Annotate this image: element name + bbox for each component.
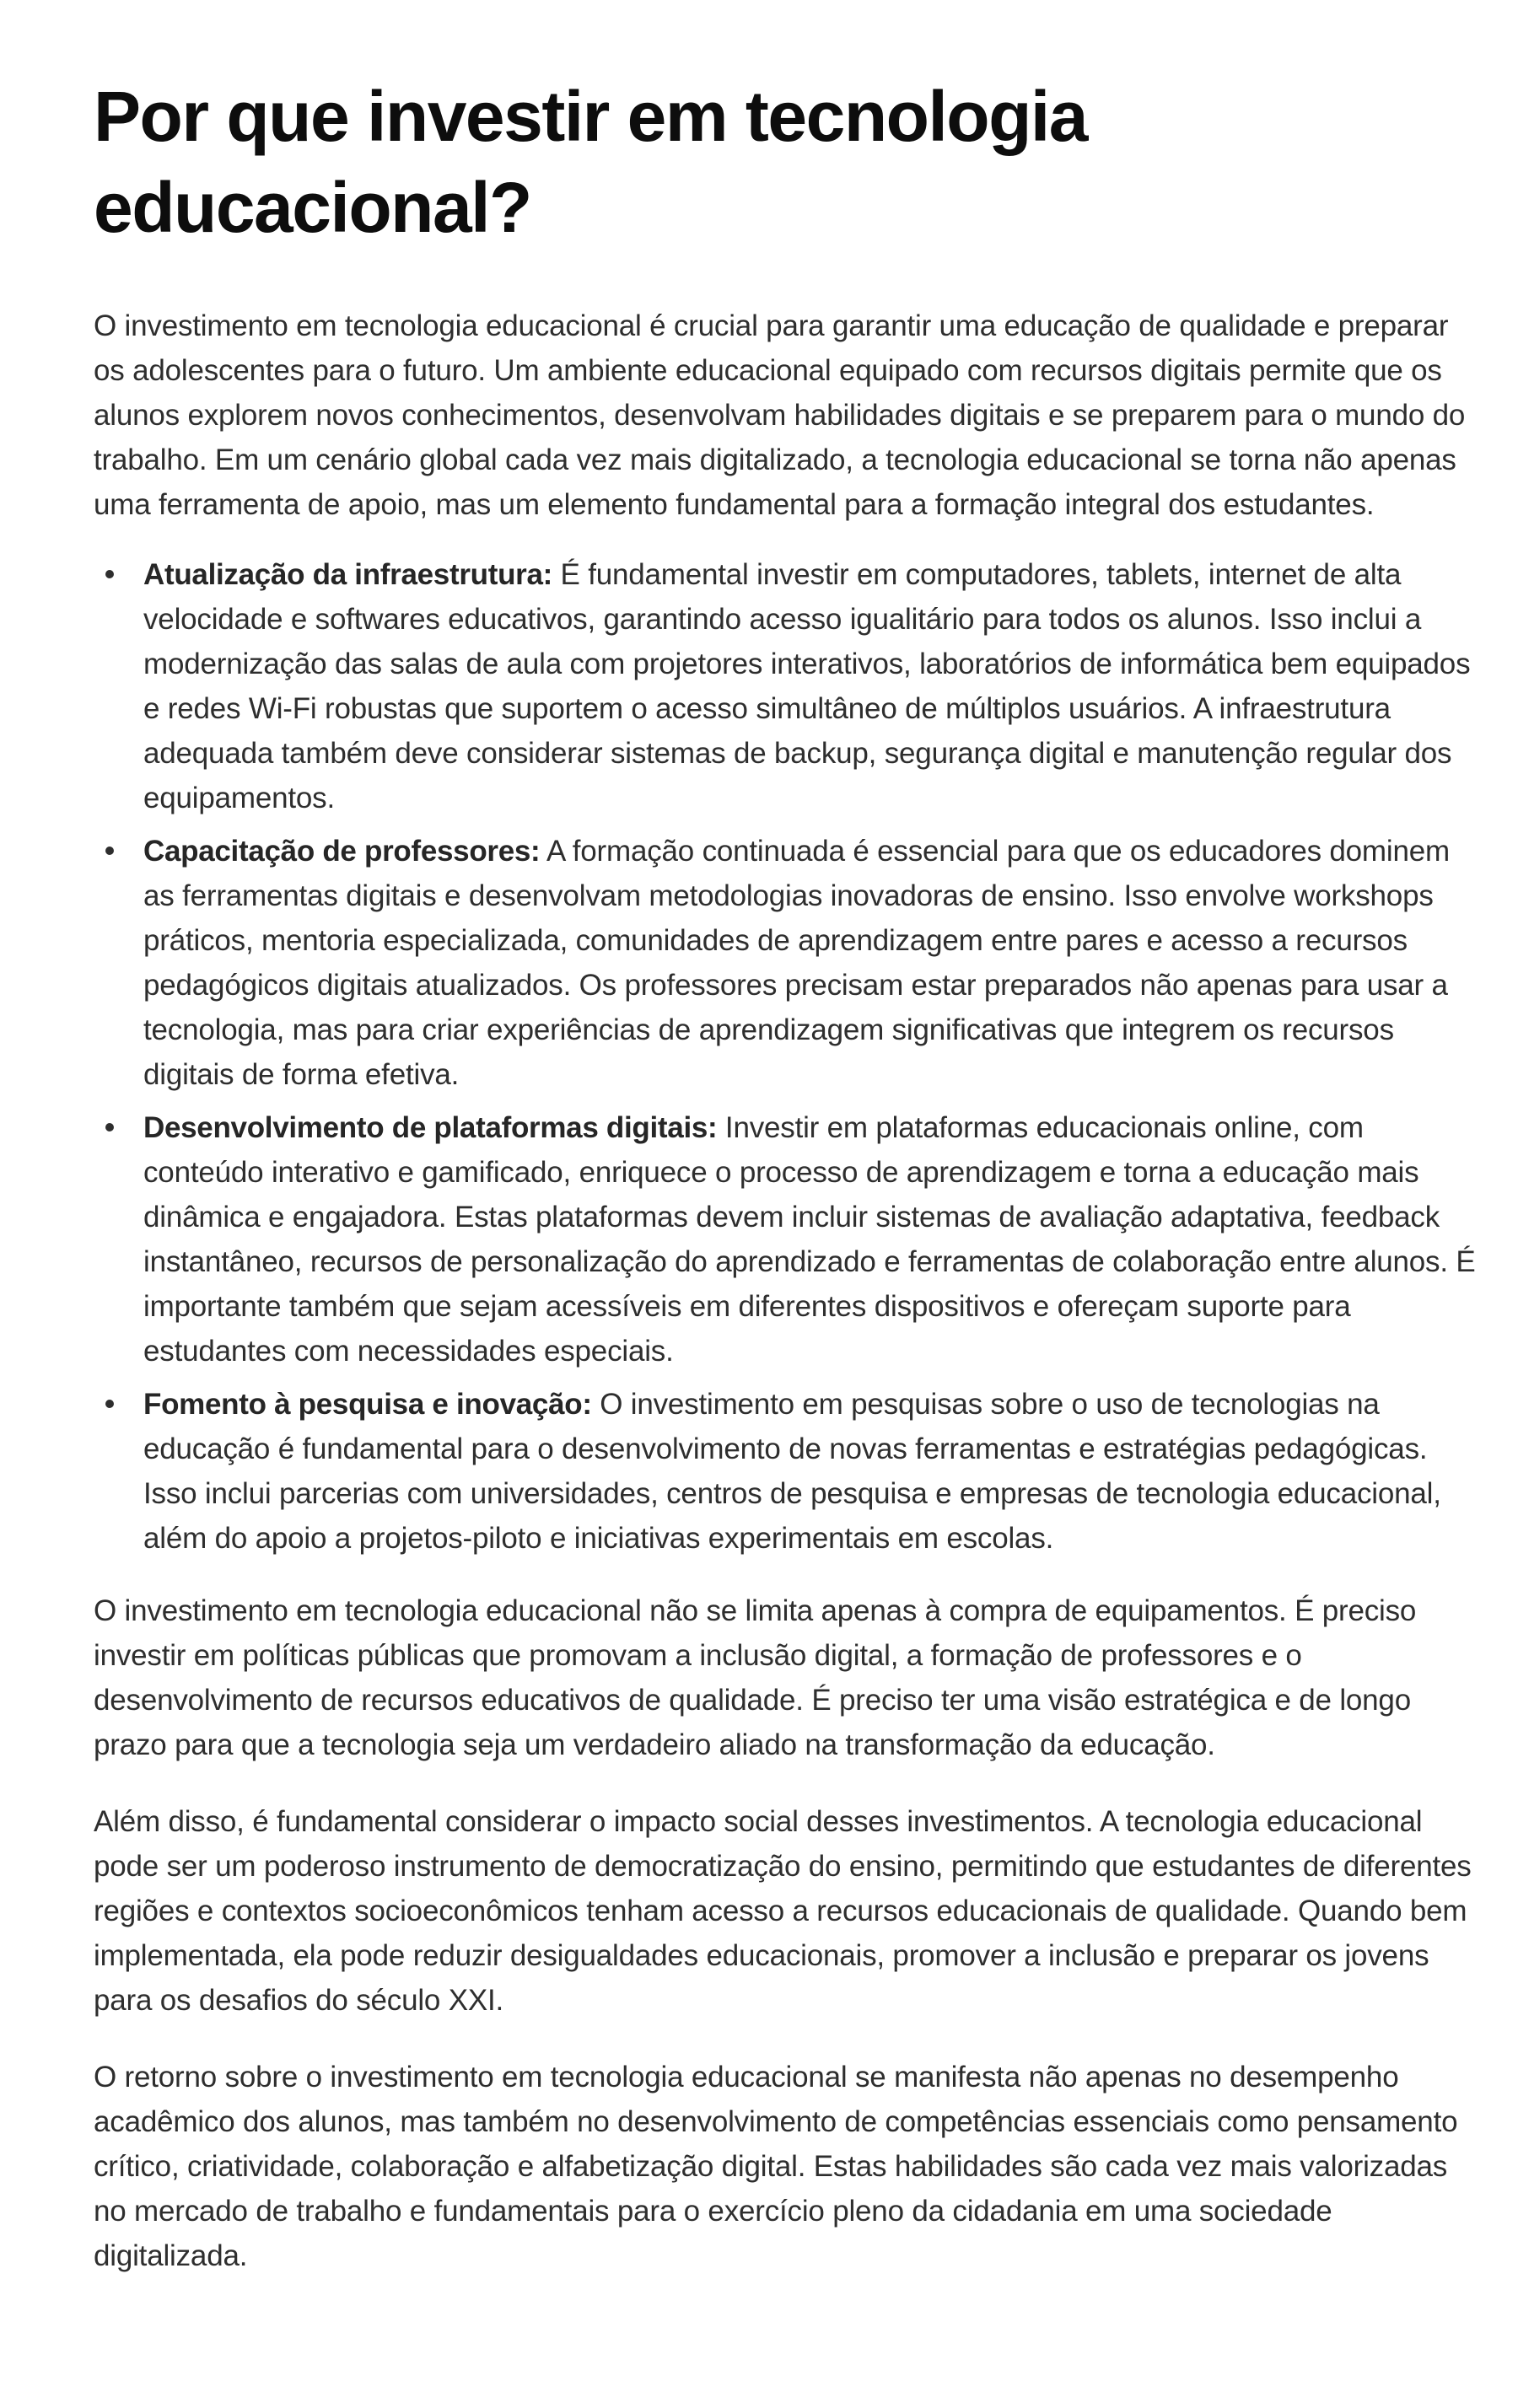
list-item-text: Investir em plataformas educacionais online, com conteúdo interativo e gamificado, enriquece o processo de aprendizagem e torna a educação mais dinâmica e engajadora. Estas plataformas devem incluir sistemas de avaliação adaptativa, feedback instantâneo, recursos de personalização do aprendizado e ferramentas de colaboração entre alunos. É importante também que sejam acessíveis em diferentes dispositivos e ofereçam suporte para estudantes com necessidades especiais.: [143, 1111, 1476, 1368]
investment-bullet-list: [94, 552, 1477, 1561]
list-item-plataformas: [94, 1105, 1477, 1373]
paragraph-politicas: O investimento em tecnologia educacional não se limita apenas à compra de equipamentos. É preciso investir em políticas públicas que promovam a inclusão digital, a formação de professores e o desenvolvimento de recursos educativos de qualidade. É preciso ter uma visão estratégica e de longo prazo para que a tecnologia seja um verdadeiro aliado na transformação da educação.: [94, 1594, 1417, 1761]
page-title: Por que investir em tecnologia educacional?: [94, 77, 1087, 247]
bullet-icon: [105, 847, 114, 855]
list-item-infraestrutura: [94, 552, 1477, 820]
bullet-icon: [105, 570, 114, 578]
list-item-text: É fundamental investir em computadores, tablets, internet de alta velocidade e softwares educativos, garantindo acesso igualitário para todos os alunos. Isso inclui a modernização das salas de aula com projetores interativos, laboratórios de informática bem equipados e redes Wi-Fi robustas que suportem o acesso simultâneo de múltiplos usuários. A infraestrutura adequada também deve considerar sistemas de backup, segurança digital e manutenção regular dos equipamentos.: [143, 558, 1471, 814]
paragraph-retorno: O retorno sobre o investimento em tecnologia educacional se manifesta não apenas no desempenho acadêmico dos alunos, mas também no desenvolvimento de competências essenciais como pensamento crítico, criatividade, colaboração e alfabetização digital. Estas habilidades são cada vez mais valorizadas no mercado de trabalho e fundamentais para o exercício pleno da cidadania em uma sociedade digitalizada.: [94, 2061, 1458, 2272]
bullet-icon: [105, 1123, 114, 1131]
bullet-icon: [105, 1400, 114, 1408]
paragraph-impacto-social: Além disso, é fundamental considerar o impacto social desses investimentos. A tecnologia educacional pode ser um poderoso instrumento de democratização do ensino, permitindo que estudantes de diferentes regiões e contextos socioeconômicos tenham acesso a recursos educacionais de qualidade. Quando bem implementada, ela pode reduzir desigualdades educacionais, promover a inclusão e preparar os jovens para os desafios do século XXI.: [94, 1805, 1472, 2017]
list-item-text: A formação continuada é essencial para que os educadores dominem as ferramentas digitais e desenvolvam metodologias inovadoras de ensino. Isso envolve workshops práticos, mentoria especializada, comunidades de aprendizagem entre pares e acesso a recursos pedagógicos digitais atualizados. Os professores precisam estar preparados não apenas para usar a tecnologia, mas para criar experiências de aprendizagem significativas que integrem os recursos digitais de forma efetiva.: [143, 835, 1450, 1091]
intro-paragraph: O investimento em tecnologia educacional é crucial para garantir uma educação de qualidade e preparar os adolescentes para o futuro. Um ambiente educacional equipado com recursos digitais permite que os alunos explorem novos conhecimentos, desenvolvam habilidades digitais e se preparem para o mundo do trabalho. Em um cenário global cada vez mais digitalizado, a tecnologia educacional se torna não apenas uma ferramenta de apoio, mas um elemento fundamental para a formação integral dos estudantes.: [94, 309, 1466, 521]
list-item-label: Desenvolvimento de plataformas digitais:: [143, 1111, 718, 1144]
list-item-text: O investimento em pesquisas sobre o uso de tecnologias na educação é fundamental para o desenvolvimento de novas ferramentas e estratégias pedagógicas. Isso inclui parcerias com universidades, centros de pesquisa e empresas de tecnologia educacional, além do apoio a projetos-piloto e iniciativas experimentais em escolas.: [143, 1388, 1441, 1555]
list-item-capacitacao: [94, 829, 1477, 1097]
list-item-label: Capacitação de professores:: [143, 835, 541, 868]
list-item-label: Atualização da infraestrutura:: [143, 558, 552, 591]
list-item-label: Fomento à pesquisa e inovação:: [143, 1388, 592, 1421]
list-item-pesquisa: [94, 1382, 1477, 1561]
